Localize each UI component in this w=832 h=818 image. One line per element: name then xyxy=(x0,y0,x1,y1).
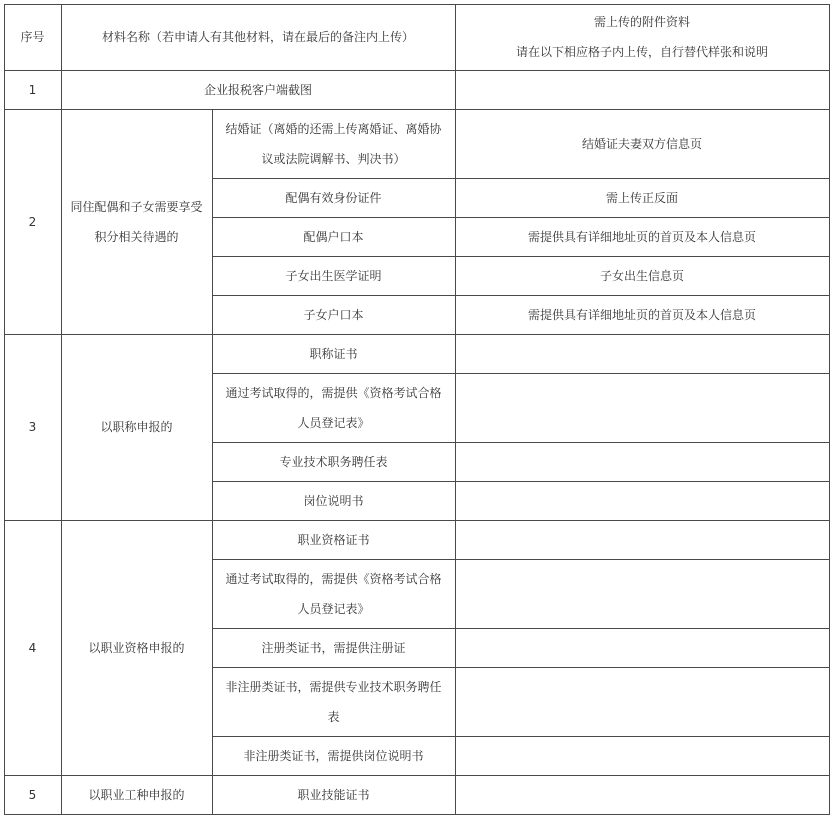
material-cell xyxy=(212,217,455,256)
material-cell xyxy=(212,109,455,178)
attach-cell xyxy=(455,775,829,814)
grid-vline xyxy=(455,4,456,814)
grid-hline xyxy=(212,667,830,668)
material-cell xyxy=(212,334,455,373)
seq-number: 5 xyxy=(28,787,37,802)
attach-cell xyxy=(455,481,829,520)
attach-cell xyxy=(455,736,829,775)
header-seq: 序号 xyxy=(20,30,45,44)
seq-number: 3 xyxy=(28,420,37,434)
material-cell xyxy=(61,70,455,109)
material-cell xyxy=(212,442,455,481)
grid-hline xyxy=(4,70,830,71)
material-name: 非注册类证书，需提供专业技术职务聘任表 xyxy=(225,679,442,724)
grid-hline xyxy=(4,520,830,521)
material-cell xyxy=(212,373,455,442)
material-name: 结婚证（离婚的还需上传离婚证、离婚协议或法院调解书、判决书） xyxy=(225,121,442,166)
material-cell xyxy=(212,256,455,295)
material-name: 子女出生医学证明 xyxy=(285,268,382,283)
material-name: 通过考试取得的，需提供《资格考试合格人员登记表》 xyxy=(225,571,442,616)
grid-vline xyxy=(829,4,830,814)
material-name: 配偶户口本 xyxy=(303,229,364,244)
grid-hline xyxy=(212,559,830,560)
grid-hline xyxy=(4,814,830,815)
grid-vline xyxy=(4,4,5,814)
material-name: 职业技能证书 xyxy=(297,787,370,802)
material-cell xyxy=(212,667,455,736)
attach-note: 子女出生信息页 xyxy=(599,268,684,283)
header-attach-cell xyxy=(455,4,829,70)
material-name: 子女户口本 xyxy=(303,307,364,322)
material-cell xyxy=(212,295,455,334)
seq-cell xyxy=(4,520,61,775)
material-name: 配偶有效身份证件 xyxy=(285,190,382,205)
attach-cell xyxy=(455,70,829,109)
attach-cell xyxy=(455,178,829,217)
grid-hline xyxy=(4,4,830,5)
grid-vline xyxy=(61,4,62,814)
attach-note: 需提供具有详细地址页的首页及本人信息页 xyxy=(527,229,756,244)
header-attach-note: 请在以下相应格子内上传，自行替代样张和说明 xyxy=(515,45,768,59)
grid-hline xyxy=(212,736,830,737)
attach-cell xyxy=(455,334,829,373)
grid-vline xyxy=(212,334,213,520)
grid-hline xyxy=(212,217,830,218)
attach-note: 需提供具有详细地址页的首页及本人信息页 xyxy=(527,307,756,322)
material-name: 职业资格证书 xyxy=(297,532,370,547)
attach-cell xyxy=(455,559,829,628)
material-cell xyxy=(212,775,455,814)
material-cell xyxy=(212,559,455,628)
material-name: 通过考试取得的，需提供《资格考试合格人员登记表》 xyxy=(225,385,442,430)
material-name: 岗位说明书 xyxy=(303,493,364,508)
attach-cell xyxy=(455,256,829,295)
attach-cell xyxy=(455,667,829,736)
attach-note: 结婚证夫妻双方信息页 xyxy=(581,136,702,151)
material-cell xyxy=(212,628,455,667)
attach-cell xyxy=(455,373,829,442)
group-name: 以职业资格申报的 xyxy=(88,640,185,655)
material-cell xyxy=(212,520,455,559)
seq-number: 1 xyxy=(28,82,37,97)
grid-vline xyxy=(212,775,213,814)
grid-hline xyxy=(212,256,830,257)
attach-cell xyxy=(455,109,829,178)
attach-cell xyxy=(455,628,829,667)
material-name: 职称证书 xyxy=(309,346,358,361)
seq-number: 4 xyxy=(28,640,37,655)
material-name: 非注册类证书，需提供岗位说明书 xyxy=(243,748,424,763)
header-material-cell xyxy=(61,4,455,70)
material-name: 注册类证书，需提供注册证 xyxy=(261,640,406,655)
material-name: 企业报税客户端截图 xyxy=(203,82,312,97)
grid-hline xyxy=(4,334,830,335)
attach-note: 需上传正反面 xyxy=(605,190,678,205)
grid-hline xyxy=(212,481,830,482)
group-cell xyxy=(61,334,212,520)
grid-hline xyxy=(212,442,830,443)
grid-vline xyxy=(212,109,213,334)
grid-hline xyxy=(212,373,830,374)
material-name: 专业技术职务聘任表 xyxy=(279,454,388,469)
seq-number: 2 xyxy=(28,214,37,229)
grid-hline xyxy=(212,178,830,179)
group-name: 同住配偶和子女需要享受积分相关待遇的 xyxy=(70,199,203,244)
group-cell xyxy=(61,775,212,814)
attach-cell xyxy=(455,520,829,559)
seq-cell xyxy=(4,775,61,814)
group-cell xyxy=(61,520,212,775)
group-cell xyxy=(61,109,212,334)
header-attach-title: 需上传的附件资料 xyxy=(593,15,690,29)
group-name: 以职称申报的 xyxy=(100,420,173,434)
grid-hline xyxy=(212,295,830,296)
grid-hline xyxy=(212,628,830,629)
grid-hline xyxy=(4,775,830,776)
attach-cell xyxy=(455,217,829,256)
header-seq-cell xyxy=(4,4,61,70)
header-material: 材料名称（若申请人有其他材料，请在最后的备注内上传） xyxy=(101,30,414,44)
seq-cell xyxy=(4,70,61,109)
seq-cell xyxy=(4,334,61,520)
attach-cell xyxy=(455,442,829,481)
material-cell xyxy=(212,178,455,217)
attach-cell xyxy=(455,295,829,334)
group-name: 以职业工种申报的 xyxy=(88,787,185,802)
material-cell xyxy=(212,736,455,775)
material-cell xyxy=(212,481,455,520)
grid-hline xyxy=(4,109,830,110)
seq-cell xyxy=(4,109,61,334)
